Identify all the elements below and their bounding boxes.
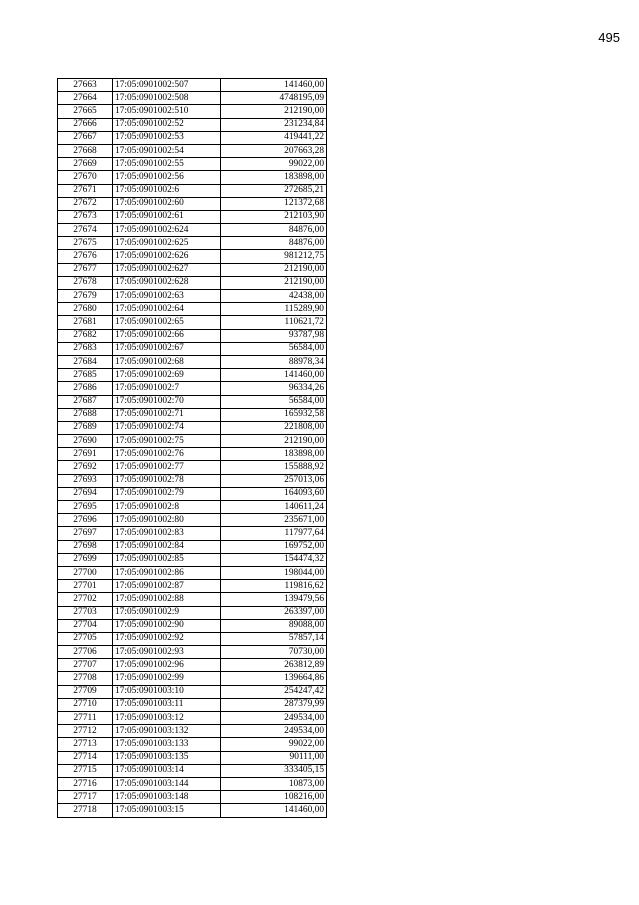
cadastral-number-cell: 17:05:0901002:68 [113,355,221,368]
amount-cell: 93787,98 [221,329,327,342]
amount-cell: 249534,00 [221,712,327,725]
cadastral-number-cell: 17:05:0901003:132 [113,725,221,738]
cadastral-number-cell: 17:05:0901002:93 [113,646,221,659]
amount-cell: 207663,28 [221,144,327,157]
amount-cell: 221808,00 [221,421,327,434]
cadastral-number-cell: 17:05:0901002:510 [113,105,221,118]
row-number-cell: 27669 [58,158,113,171]
cadastral-number-cell: 17:05:0901002:76 [113,448,221,461]
row-number-cell: 27692 [58,461,113,474]
table-row [58,263,327,276]
cadastral-number-cell: 17:05:0901002:508 [113,92,221,105]
table-row [58,672,327,685]
amount-cell: 90111,00 [221,751,327,764]
amount-cell: 99022,00 [221,738,327,751]
amount-cell: 981212,75 [221,250,327,263]
cadastral-number-cell: 17:05:0901002:88 [113,593,221,606]
table-row [58,342,327,355]
amount-cell: 140611,24 [221,501,327,514]
amount-cell: 263812,89 [221,659,327,672]
cadastral-number-cell: 17:05:0901003:12 [113,712,221,725]
amount-cell: 4748195,09 [221,92,327,105]
cadastral-number-cell: 17:05:0901002:67 [113,342,221,355]
table-row [58,606,327,619]
table-row [58,751,327,764]
cadastral-number-cell: 17:05:0901003:11 [113,698,221,711]
table-row [58,329,327,342]
amount-cell: 70730,00 [221,646,327,659]
amount-cell: 231234,84 [221,118,327,131]
amount-cell: 141460,00 [221,804,327,817]
row-number-cell: 27702 [58,593,113,606]
table-row [58,580,327,593]
table-row [58,118,327,131]
table-row [58,632,327,645]
cadastral-number-cell: 17:05:0901002:79 [113,487,221,500]
row-number-cell: 27665 [58,105,113,118]
table-row [58,593,327,606]
table-row [58,144,327,157]
cadastral-number-cell: 17:05:0901002:7 [113,382,221,395]
amount-cell: 99022,00 [221,158,327,171]
cadastral-number-cell: 17:05:0901002:74 [113,421,221,434]
row-number-cell: 27678 [58,276,113,289]
amount-cell: 88978,34 [221,355,327,368]
cadastral-number-cell: 17:05:0901003:135 [113,751,221,764]
row-number-cell: 27671 [58,184,113,197]
table-row [58,712,327,725]
table-row [58,487,327,500]
amount-cell: 164093,60 [221,487,327,500]
cadastral-number-cell: 17:05:0901002:65 [113,316,221,329]
table-row [58,435,327,448]
cadastral-number-cell: 17:05:0901003:15 [113,804,221,817]
table-row [58,566,327,579]
amount-cell: 57857,14 [221,632,327,645]
row-number-cell: 27690 [58,435,113,448]
cadastral-number-cell: 17:05:0901002:96 [113,659,221,672]
cadastral-number-cell: 17:05:0901002:78 [113,474,221,487]
cadastral-number-cell: 17:05:0901002:63 [113,290,221,303]
cadastral-number-cell: 17:05:0901002:507 [113,79,221,92]
row-number-cell: 27679 [58,290,113,303]
cadastral-number-cell: 17:05:0901003:133 [113,738,221,751]
table-row [58,685,327,698]
row-number-cell: 27715 [58,764,113,777]
amount-cell: 56584,00 [221,395,327,408]
row-number-cell: 27701 [58,580,113,593]
table-row [58,540,327,553]
row-number-cell: 27674 [58,224,113,237]
row-number-cell: 27668 [58,144,113,157]
amount-cell: 84876,00 [221,224,327,237]
table-row [58,355,327,368]
row-number-cell: 27673 [58,210,113,223]
cadastral-number-cell: 17:05:0901002:87 [113,580,221,593]
row-number-cell: 27709 [58,685,113,698]
cadastral-number-cell: 17:05:0901003:14 [113,764,221,777]
amount-cell: 333405,15 [221,764,327,777]
table-row [58,619,327,632]
row-number-cell: 27681 [58,316,113,329]
row-number-cell: 27677 [58,263,113,276]
cadastral-number-cell: 17:05:0901002:85 [113,553,221,566]
table-row [58,276,327,289]
row-number-cell: 27688 [58,408,113,421]
row-number-cell: 27684 [58,355,113,368]
cadastral-number-cell: 17:05:0901002:60 [113,197,221,210]
table-row [58,158,327,171]
table-row [58,738,327,751]
table-row [58,659,327,672]
cadastral-number-cell: 17:05:0901002:54 [113,144,221,157]
table-row [58,501,327,514]
row-number-cell: 27712 [58,725,113,738]
row-number-cell: 27691 [58,448,113,461]
table-row [58,421,327,434]
amount-cell: 263397,00 [221,606,327,619]
table-row [58,448,327,461]
row-number-cell: 27711 [58,712,113,725]
row-number-cell: 27694 [58,487,113,500]
amount-cell: 139664,86 [221,672,327,685]
cadastral-number-cell: 17:05:0901002:71 [113,408,221,421]
table-row [58,197,327,210]
table-row [58,290,327,303]
amount-cell: 249534,00 [221,725,327,738]
row-number-cell: 27672 [58,197,113,210]
table-row [58,382,327,395]
amount-cell: 257013,06 [221,474,327,487]
cadastral-number-cell: 17:05:0901002:56 [113,171,221,184]
cadastral-number-cell: 17:05:0901002:80 [113,514,221,527]
table-row [58,250,327,263]
amount-cell: 272685,21 [221,184,327,197]
cadastral-number-cell: 17:05:0901002:624 [113,224,221,237]
row-number-cell: 27680 [58,303,113,316]
cadastral-number-cell: 17:05:0901002:84 [113,540,221,553]
table-row [58,764,327,777]
table-row [58,316,327,329]
cadastral-number-cell: 17:05:0901002:625 [113,237,221,250]
amount-cell: 155888,92 [221,461,327,474]
cadastral-number-cell: 17:05:0901002:6 [113,184,221,197]
cadastral-table [57,78,327,818]
table-row [58,804,327,817]
cadastral-number-cell: 17:05:0901002:92 [113,632,221,645]
table-row [58,171,327,184]
row-number-cell: 27716 [58,777,113,790]
row-number-cell: 27670 [58,171,113,184]
amount-cell: 287379,99 [221,698,327,711]
cadastral-number-cell: 17:05:0901002:99 [113,672,221,685]
amount-cell: 235671,00 [221,514,327,527]
amount-cell: 254247,42 [221,685,327,698]
cadastral-number-cell: 17:05:0901002:55 [113,158,221,171]
row-number-cell: 27718 [58,804,113,817]
cadastral-number-cell: 17:05:0901002:66 [113,329,221,342]
row-number-cell: 27683 [58,342,113,355]
table-row [58,474,327,487]
table-row [58,131,327,144]
row-number-cell: 27663 [58,79,113,92]
row-number-cell: 27685 [58,369,113,382]
row-number-cell: 27696 [58,514,113,527]
amount-cell: 212190,00 [221,435,327,448]
row-number-cell: 27714 [58,751,113,764]
row-number-cell: 27686 [58,382,113,395]
row-number-cell: 27699 [58,553,113,566]
table-row [58,646,327,659]
page-number: 495 [598,30,620,45]
amount-cell: 212190,00 [221,105,327,118]
table-row [58,791,327,804]
cadastral-number-cell: 17:05:0901003:10 [113,685,221,698]
row-number-cell: 27666 [58,118,113,131]
amount-cell: 115289,90 [221,303,327,316]
cadastral-number-cell: 17:05:0901002:8 [113,501,221,514]
cadastral-number-cell: 17:05:0901003:148 [113,791,221,804]
amount-cell: 10873,00 [221,777,327,790]
table-body [58,79,327,818]
amount-cell: 419441,22 [221,131,327,144]
cadastral-number-cell: 17:05:0901002:53 [113,131,221,144]
cadastral-number-cell: 17:05:0901002:626 [113,250,221,263]
cadastral-number-cell: 17:05:0901002:70 [113,395,221,408]
amount-cell: 154474,32 [221,553,327,566]
row-number-cell: 27703 [58,606,113,619]
table-row [58,698,327,711]
cadastral-number-cell: 17:05:0901002:52 [113,118,221,131]
amount-cell: 139479,56 [221,593,327,606]
table-row [58,461,327,474]
cadastral-number-cell: 17:05:0901002:90 [113,619,221,632]
row-number-cell: 27695 [58,501,113,514]
cadastral-number-cell: 17:05:0901002:627 [113,263,221,276]
table-row [58,210,327,223]
row-number-cell: 27664 [58,92,113,105]
amount-cell: 141460,00 [221,79,327,92]
row-number-cell: 27693 [58,474,113,487]
cadastral-number-cell: 17:05:0901002:86 [113,566,221,579]
amount-cell: 183898,00 [221,448,327,461]
amount-cell: 119816,62 [221,580,327,593]
cadastral-number-cell: 17:05:0901002:628 [113,276,221,289]
table-row [58,777,327,790]
table-row [58,105,327,118]
amount-cell: 141460,00 [221,369,327,382]
row-number-cell: 27704 [58,619,113,632]
amount-cell: 42438,00 [221,290,327,303]
cadastral-number-cell: 17:05:0901002:83 [113,527,221,540]
row-number-cell: 27713 [58,738,113,751]
amount-cell: 84876,00 [221,237,327,250]
row-number-cell: 27708 [58,672,113,685]
amount-cell: 169752,00 [221,540,327,553]
amount-cell: 96334,26 [221,382,327,395]
row-number-cell: 27697 [58,527,113,540]
table-row [58,92,327,105]
table-row [58,408,327,421]
row-number-cell: 27698 [58,540,113,553]
table-row [58,369,327,382]
cadastral-number-cell: 17:05:0901002:75 [113,435,221,448]
row-number-cell: 27667 [58,131,113,144]
amount-cell: 198044,00 [221,566,327,579]
table-row [58,725,327,738]
row-number-cell: 27705 [58,632,113,645]
row-number-cell: 27682 [58,329,113,342]
row-number-cell: 27710 [58,698,113,711]
amount-cell: 110621,72 [221,316,327,329]
amount-cell: 165932,58 [221,408,327,421]
amount-cell: 117977,64 [221,527,327,540]
row-number-cell: 27689 [58,421,113,434]
table-row [58,79,327,92]
cadastral-number-cell: 17:05:0901002:61 [113,210,221,223]
row-number-cell: 27676 [58,250,113,263]
table-row [58,553,327,566]
row-number-cell: 27707 [58,659,113,672]
table-row [58,527,327,540]
amount-cell: 56584,00 [221,342,327,355]
table-row [58,395,327,408]
cadastral-number-cell: 17:05:0901002:9 [113,606,221,619]
cadastral-number-cell: 17:05:0901002:69 [113,369,221,382]
amount-cell: 212190,00 [221,263,327,276]
row-number-cell: 27706 [58,646,113,659]
cadastral-number-cell: 17:05:0901002:64 [113,303,221,316]
amount-cell: 212103,90 [221,210,327,223]
cadastral-number-cell: 17:05:0901002:77 [113,461,221,474]
amount-cell: 89088,00 [221,619,327,632]
row-number-cell: 27717 [58,791,113,804]
table-row [58,514,327,527]
table-row [58,237,327,250]
amount-cell: 121372,68 [221,197,327,210]
row-number-cell: 27687 [58,395,113,408]
table-row [58,184,327,197]
amount-cell: 212190,00 [221,276,327,289]
cadastral-number-cell: 17:05:0901003:144 [113,777,221,790]
table-row [58,303,327,316]
table-row [58,224,327,237]
row-number-cell: 27700 [58,566,113,579]
amount-cell: 108216,00 [221,791,327,804]
row-number-cell: 27675 [58,237,113,250]
amount-cell: 183898,00 [221,171,327,184]
